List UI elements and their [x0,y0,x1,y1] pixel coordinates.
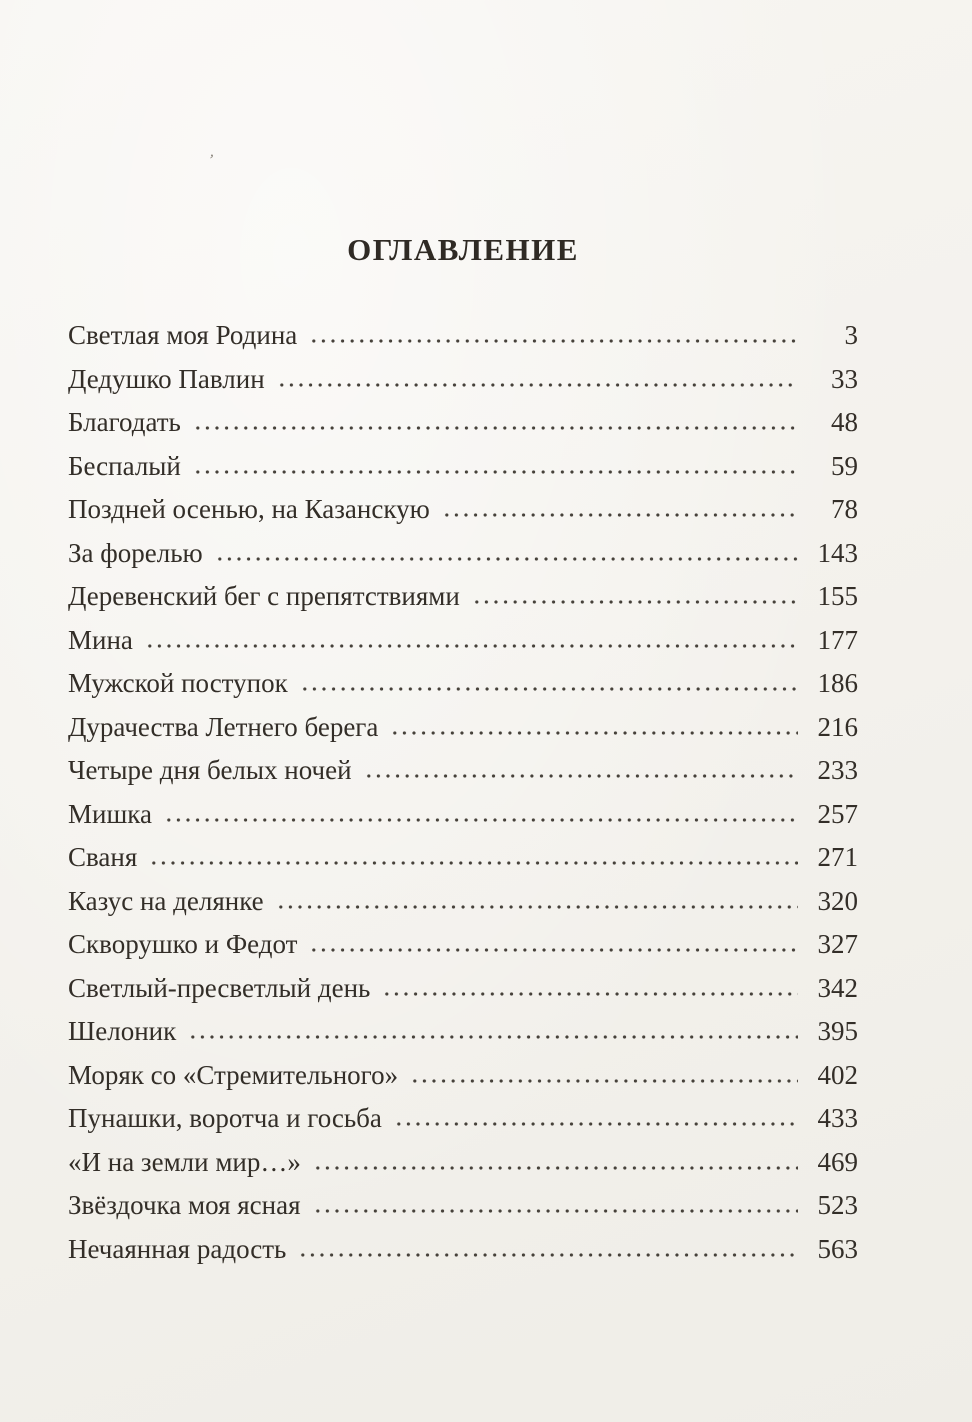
toc-title: ОГЛАВЛЕНИЕ [347,232,579,267]
toc-entry-page: 320 [817,885,858,916]
toc-row [68,1228,858,1272]
toc-row [68,1141,858,1185]
toc-entry-title: Дедушко Павлин [68,363,265,394]
toc-entry-page: 402 [817,1059,858,1090]
toc-list [68,314,858,1271]
dot-leader [309,947,798,953]
dot-leader [410,1078,798,1084]
toc-row [68,967,858,1011]
toc-entry-page: 271 [817,842,858,872]
dot-leader [442,512,798,518]
toc-entry-title: Мишка [68,798,152,829]
toc-entry-title: Мина [68,624,133,655]
toc-entry-page: 33 [831,363,858,394]
dot-leader [390,730,798,736]
toc-row [68,1054,858,1098]
toc-row [68,1097,858,1141]
toc-entry-title: За форелью [68,537,203,568]
toc-row [68,706,858,750]
dot-leader [164,817,798,823]
toc-entry-title: Деревенский бег с препятствиями [68,581,460,611]
toc-entry-title: Нечаянная радость [68,1233,287,1264]
toc-entry-page: 257 [817,798,858,829]
dot-leader [188,1034,798,1040]
dot-leader [313,1208,799,1214]
toc-entry-title: Светлый-пресветлый день [68,972,371,1003]
dot-leader [472,599,798,605]
dot-leader [382,991,798,997]
toc-row [68,793,858,837]
dot-leader [215,556,798,562]
toc-row [68,488,858,532]
toc-entry-title: Поздней осенью, на Казанскую [68,494,430,524]
toc-entry-title: Светлая моя Родина [68,320,298,350]
toc-entry-title: Звёздочка моя ясная [68,1190,301,1220]
dot-leader [300,686,798,692]
toc-row [68,923,858,967]
toc-row [68,575,858,619]
dot-leader [313,1165,798,1171]
toc-entry-page: 563 [817,1233,858,1264]
toc-row [68,662,858,706]
toc-entry-page: 327 [817,929,858,959]
dot-leader [193,469,798,475]
toc-entry-page: 433 [817,1103,858,1133]
dot-leader [276,904,798,910]
toc-row [68,445,858,489]
dot-leader [298,1252,798,1258]
dot-leader [149,860,798,866]
toc-entry-title: Моряк со «Стремительного» [68,1059,399,1090]
toc-row [68,314,858,358]
toc-entry-page: 216 [817,711,858,742]
toc-entry-title: Сваня [68,842,138,872]
scan-speck: ’ [206,151,216,170]
toc-entry-page: 48 [831,407,858,437]
toc-entry-page: 469 [817,1146,858,1177]
toc-entry-page: 177 [817,624,858,655]
toc-entry-page: 395 [817,1016,858,1046]
dot-leader [364,773,798,779]
toc-entry-title: Беспалый [68,450,181,481]
toc-entry-page: 342 [817,972,858,1003]
toc-entry-title: Казус на делянке [68,885,264,916]
dot-leader [145,643,798,649]
toc-entry-title: «И на земли мир…» [68,1146,301,1177]
dot-leader [394,1121,798,1127]
toc-entry-title: Шелоник [68,1016,177,1046]
dot-leader [309,338,798,344]
toc-entry-page: 143 [817,537,858,568]
toc-entry-page: 523 [817,1190,858,1220]
toc-entry-title: Четыре дня белых ночей [68,755,352,785]
toc-row [68,749,858,793]
toc-entry-page: 78 [831,494,858,524]
toc-entry-title: Мужской поступок [68,668,288,698]
toc-entry-page: 233 [817,755,858,785]
toc-entry-title: Дурачества Летнего берега [68,711,379,742]
toc-row [68,1010,858,1054]
toc-row [68,1184,858,1228]
toc-row [68,619,858,663]
toc-entry-page: 155 [817,581,858,611]
toc-entry-title: Скворушко и Федот [68,929,298,959]
toc-entry-title: Благодать [68,407,181,437]
dot-leader [277,382,798,388]
toc-row [68,880,858,924]
toc-row [68,836,858,880]
toc-entry-page: 59 [831,450,858,481]
toc-row [68,532,858,576]
toc-entry-page: 186 [817,668,858,698]
toc-entry-page: 3 [844,320,858,350]
toc-row [68,401,858,445]
toc-entry-title: Пунашки, воротча и госьба [68,1103,382,1133]
toc-row [68,358,858,402]
dot-leader [193,425,798,431]
